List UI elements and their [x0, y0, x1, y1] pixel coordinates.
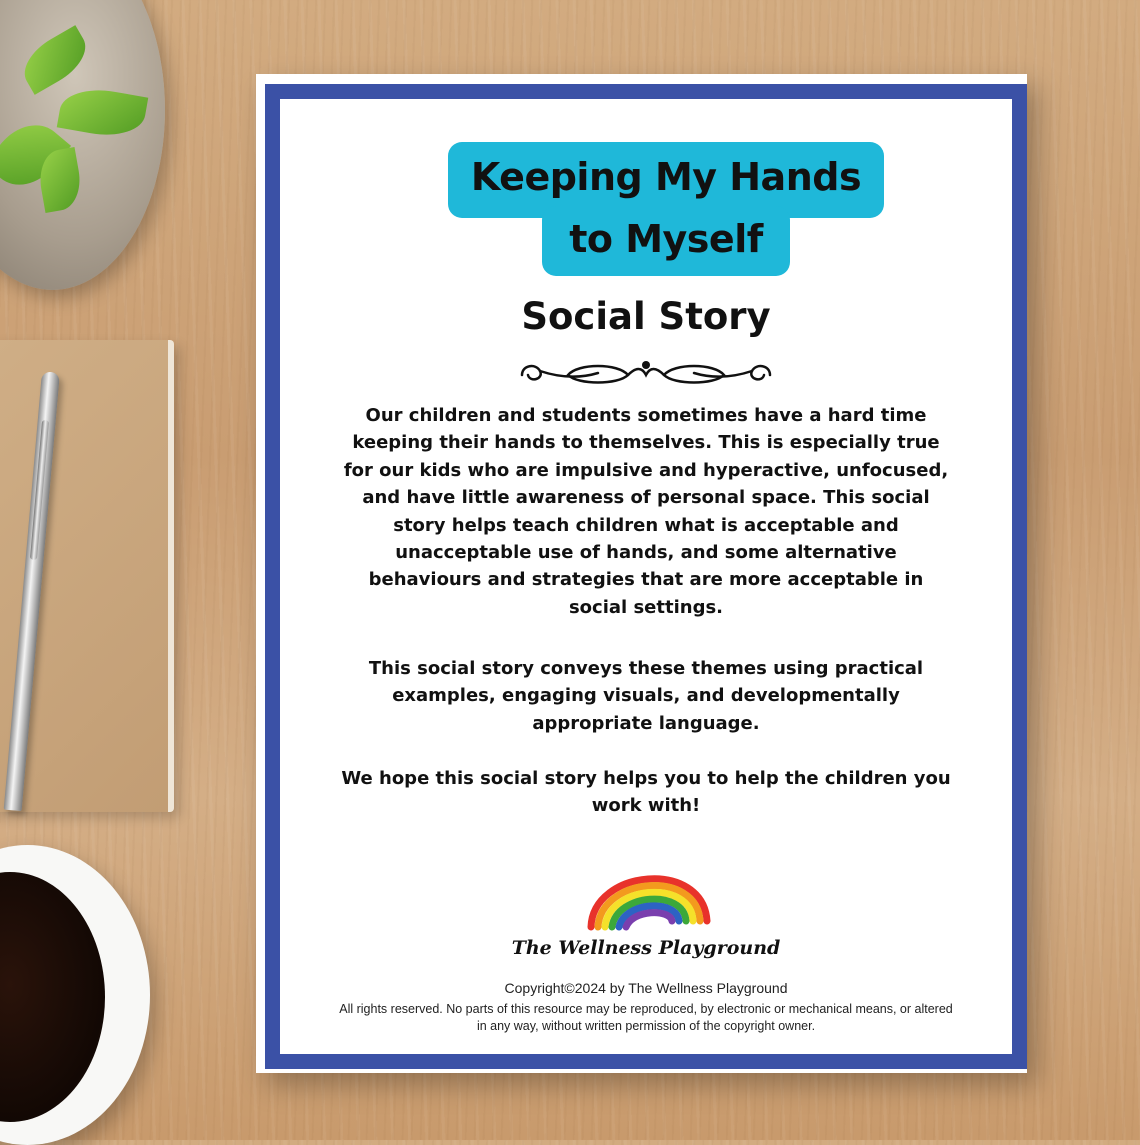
- title-line-1: Keeping My Hands: [470, 155, 862, 199]
- copyright-line: Copyright©2024 by The Wellness Playground: [504, 980, 788, 996]
- themes-paragraph: This social story conveys these themes using practical examples, engaging visuals, and developmentally appropriate language.: [368, 658, 924, 734]
- intro-paragraph: Our children and students sometimes have a hard time keeping their hands to themselves. This is especially true for our kids who are impulsive and hyperactive, unfocused, and have little awareness of personal space. This social story helps teach children what is acceptable and unacceptable use of hands, and some alternative behaviours and strategies that are more acceptable in social settings.: [343, 405, 949, 618]
- document-page: [256, 74, 1027, 1073]
- subtitle: Social Story: [521, 295, 771, 338]
- page-border: [265, 84, 1027, 1069]
- rights-notice: All rights reserved. No parts of this resource may be reproduced, by electronic or mechanical means, or altered in any way, without written permission of the copyright owner.: [339, 1002, 953, 1033]
- brand-logo-text: The Wellness Playground: [511, 937, 781, 959]
- title-highlight: [448, 142, 884, 276]
- title-line-2: to Myself: [569, 217, 763, 261]
- flourish-divider: [518, 355, 774, 395]
- closing-paragraph: We hope this social story helps you to help the children you work with!: [341, 768, 951, 817]
- rainbow-logo-icon: [585, 849, 713, 934]
